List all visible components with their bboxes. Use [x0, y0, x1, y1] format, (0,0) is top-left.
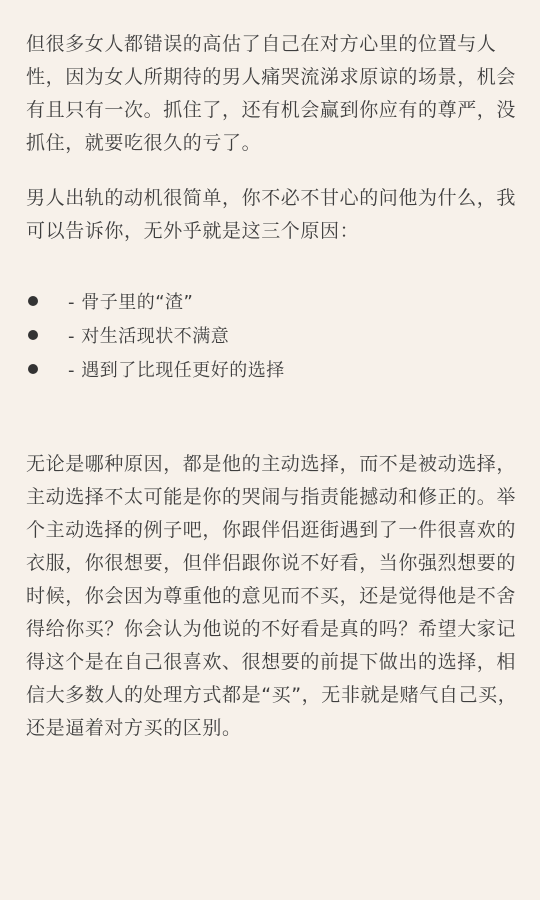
list-item-text: - 遇到了比现任更好的选择: [68, 360, 285, 381]
list-item: [26, 354, 524, 388]
reasons-list: [26, 286, 524, 388]
paragraph-cheating-motives: 男人出轨的动机很简单，你不必不甘心的问他为什么，我可以告诉你，无外乎就是这三个原因：: [26, 187, 517, 242]
list-item-text: - 骨子里的“渣”: [68, 292, 194, 313]
paragraph-active-choice: 无论是哪种原因，都是他的主动选择，而不是被动选择，主动选择不太可能是你的哭闹与指责能撼动和修正的。举个主动选择的例子吧，你跟伴侣逛街遇到了一件很喜欢的衣服，你很想要，但伴侣跟你说不好看，当你强烈想要的时候，你会因为尊重他的意见而不买，还是觉得他是不舍得给你买？你会认为他说的不好看是真的吗？希望大家记得这个是在自己很喜欢、很想要的前提下做出的选择，相信大多数人的处理方式都是“买”，无非就是赌气自己买，还是逼着对方买的区别。: [26, 453, 518, 739]
list-item: [26, 320, 524, 354]
list-item-text: - 对生活现状不满意: [68, 326, 230, 347]
bullet-icon: [28, 364, 38, 374]
bullet-icon: [28, 296, 38, 306]
list-item: [26, 286, 524, 320]
bullet-icon: [28, 330, 38, 340]
paragraph-misjudged-position: 但很多女人都错误的高估了自己在对方心里的位置与人性，因为女人所期待的男人痛哭流涕求原谅的场景，机会有且只有一次。抓住了，还有机会赢到你应有的尊严，没抓住，就要吃很久的亏了。: [26, 33, 517, 154]
